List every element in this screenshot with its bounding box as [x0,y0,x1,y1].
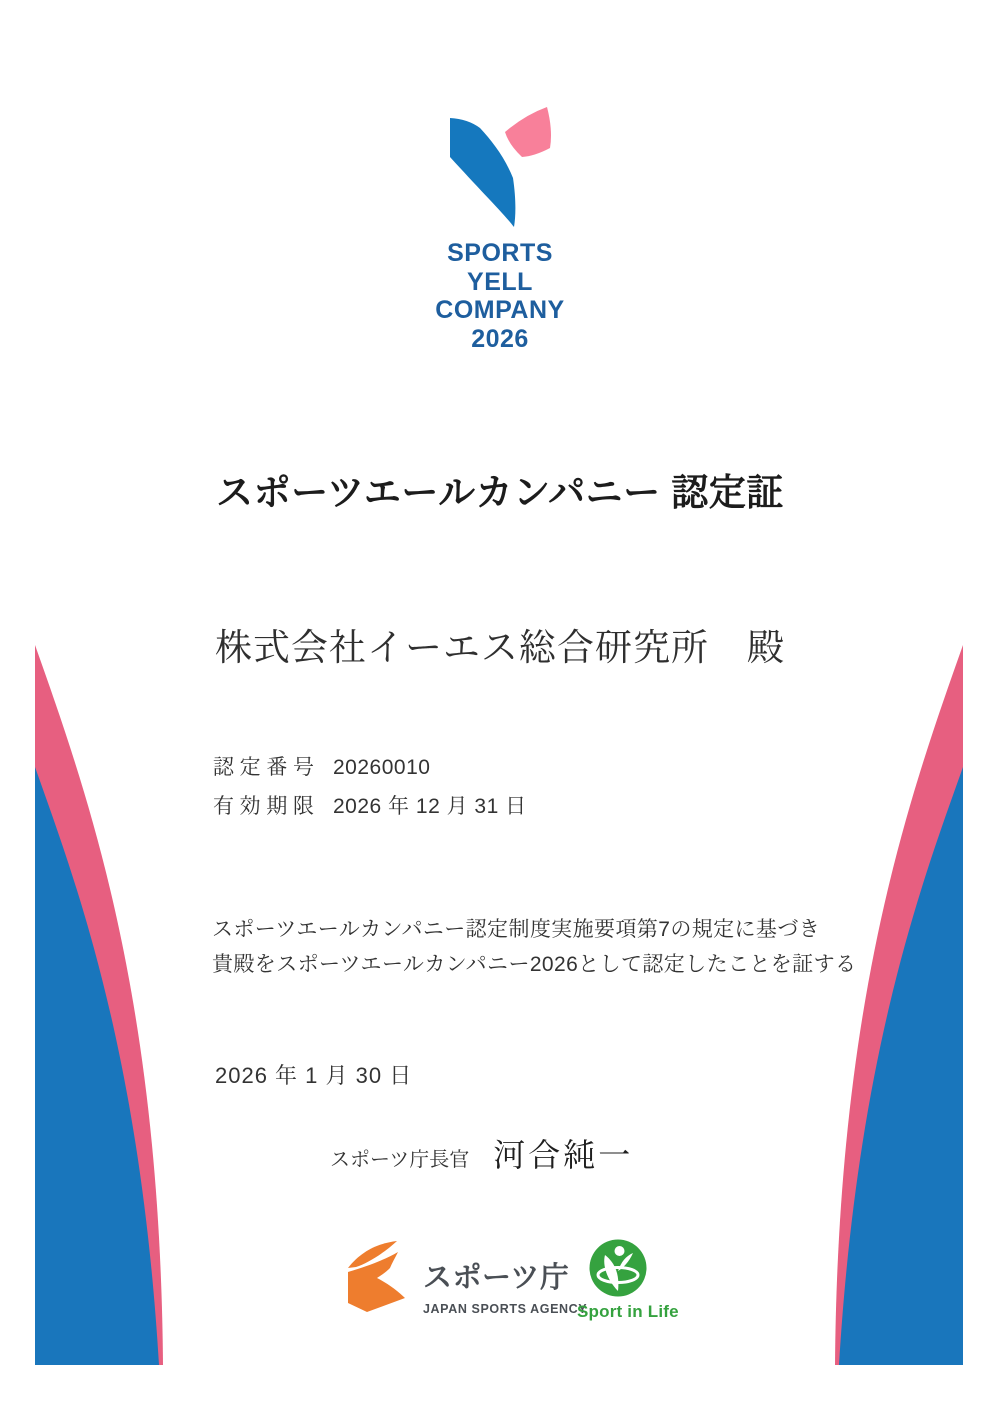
sport-in-life-label: Sport in Life [577,1302,679,1321]
signer-title: スポーツ庁長官 [330,1149,470,1171]
logo-word-line: 2026 [471,324,529,353]
signature-block [330,1130,633,1176]
cert-number-label: 認定番号 [213,756,314,779]
body-line: 貴殿をスポーツエールカンパニー2026として認定したことを証する [212,953,857,976]
certificate-fields [213,757,527,835]
logo-word-line: YELL [467,267,533,296]
certificate-body [212,912,856,982]
japan-sports-agency-logo-icon [345,1240,409,1315]
sports-yell-logo-mark-icon [440,95,570,240]
cert-number-value: 20260010 [333,756,431,779]
signer-name: 河合純一 [493,1137,634,1173]
jsa-name: スポーツ庁 [423,1262,570,1294]
logo-word-line: SPORTS [447,239,553,267]
jsa-subtitle: JAPAN SPORTS AGENCY [423,1301,588,1316]
recipient-name: 株式会社イーエス総合研究所 殿 [215,627,785,668]
expiry-label: 有効期限 [213,795,314,818]
logo-mark-pink-shape [505,107,551,157]
certificate-title: スポーツエールカンパニー 認定証 [216,472,784,513]
field-row-expiry [213,796,527,817]
issue-date: 2026 年 1 月 30 日 [215,1063,413,1088]
field-row-cert-number [213,757,527,778]
logo-mark-blue-shape [450,118,515,227]
sport-in-life-logo [577,1239,679,1322]
sport-in-life-logo-icon [577,1239,661,1299]
sports-yell-logo-wordmark [0,239,1000,353]
logo-word-line: COMPANY [435,296,565,324]
japan-sports-agency-wordmark [423,1263,587,1316]
body-line: スポーツエールカンパニー認定制度実施要項第7の規定に基づき [212,918,821,941]
sil-figure-head [615,1246,625,1256]
expiry-value: 2026 年 12 月 31 日 [333,795,527,818]
